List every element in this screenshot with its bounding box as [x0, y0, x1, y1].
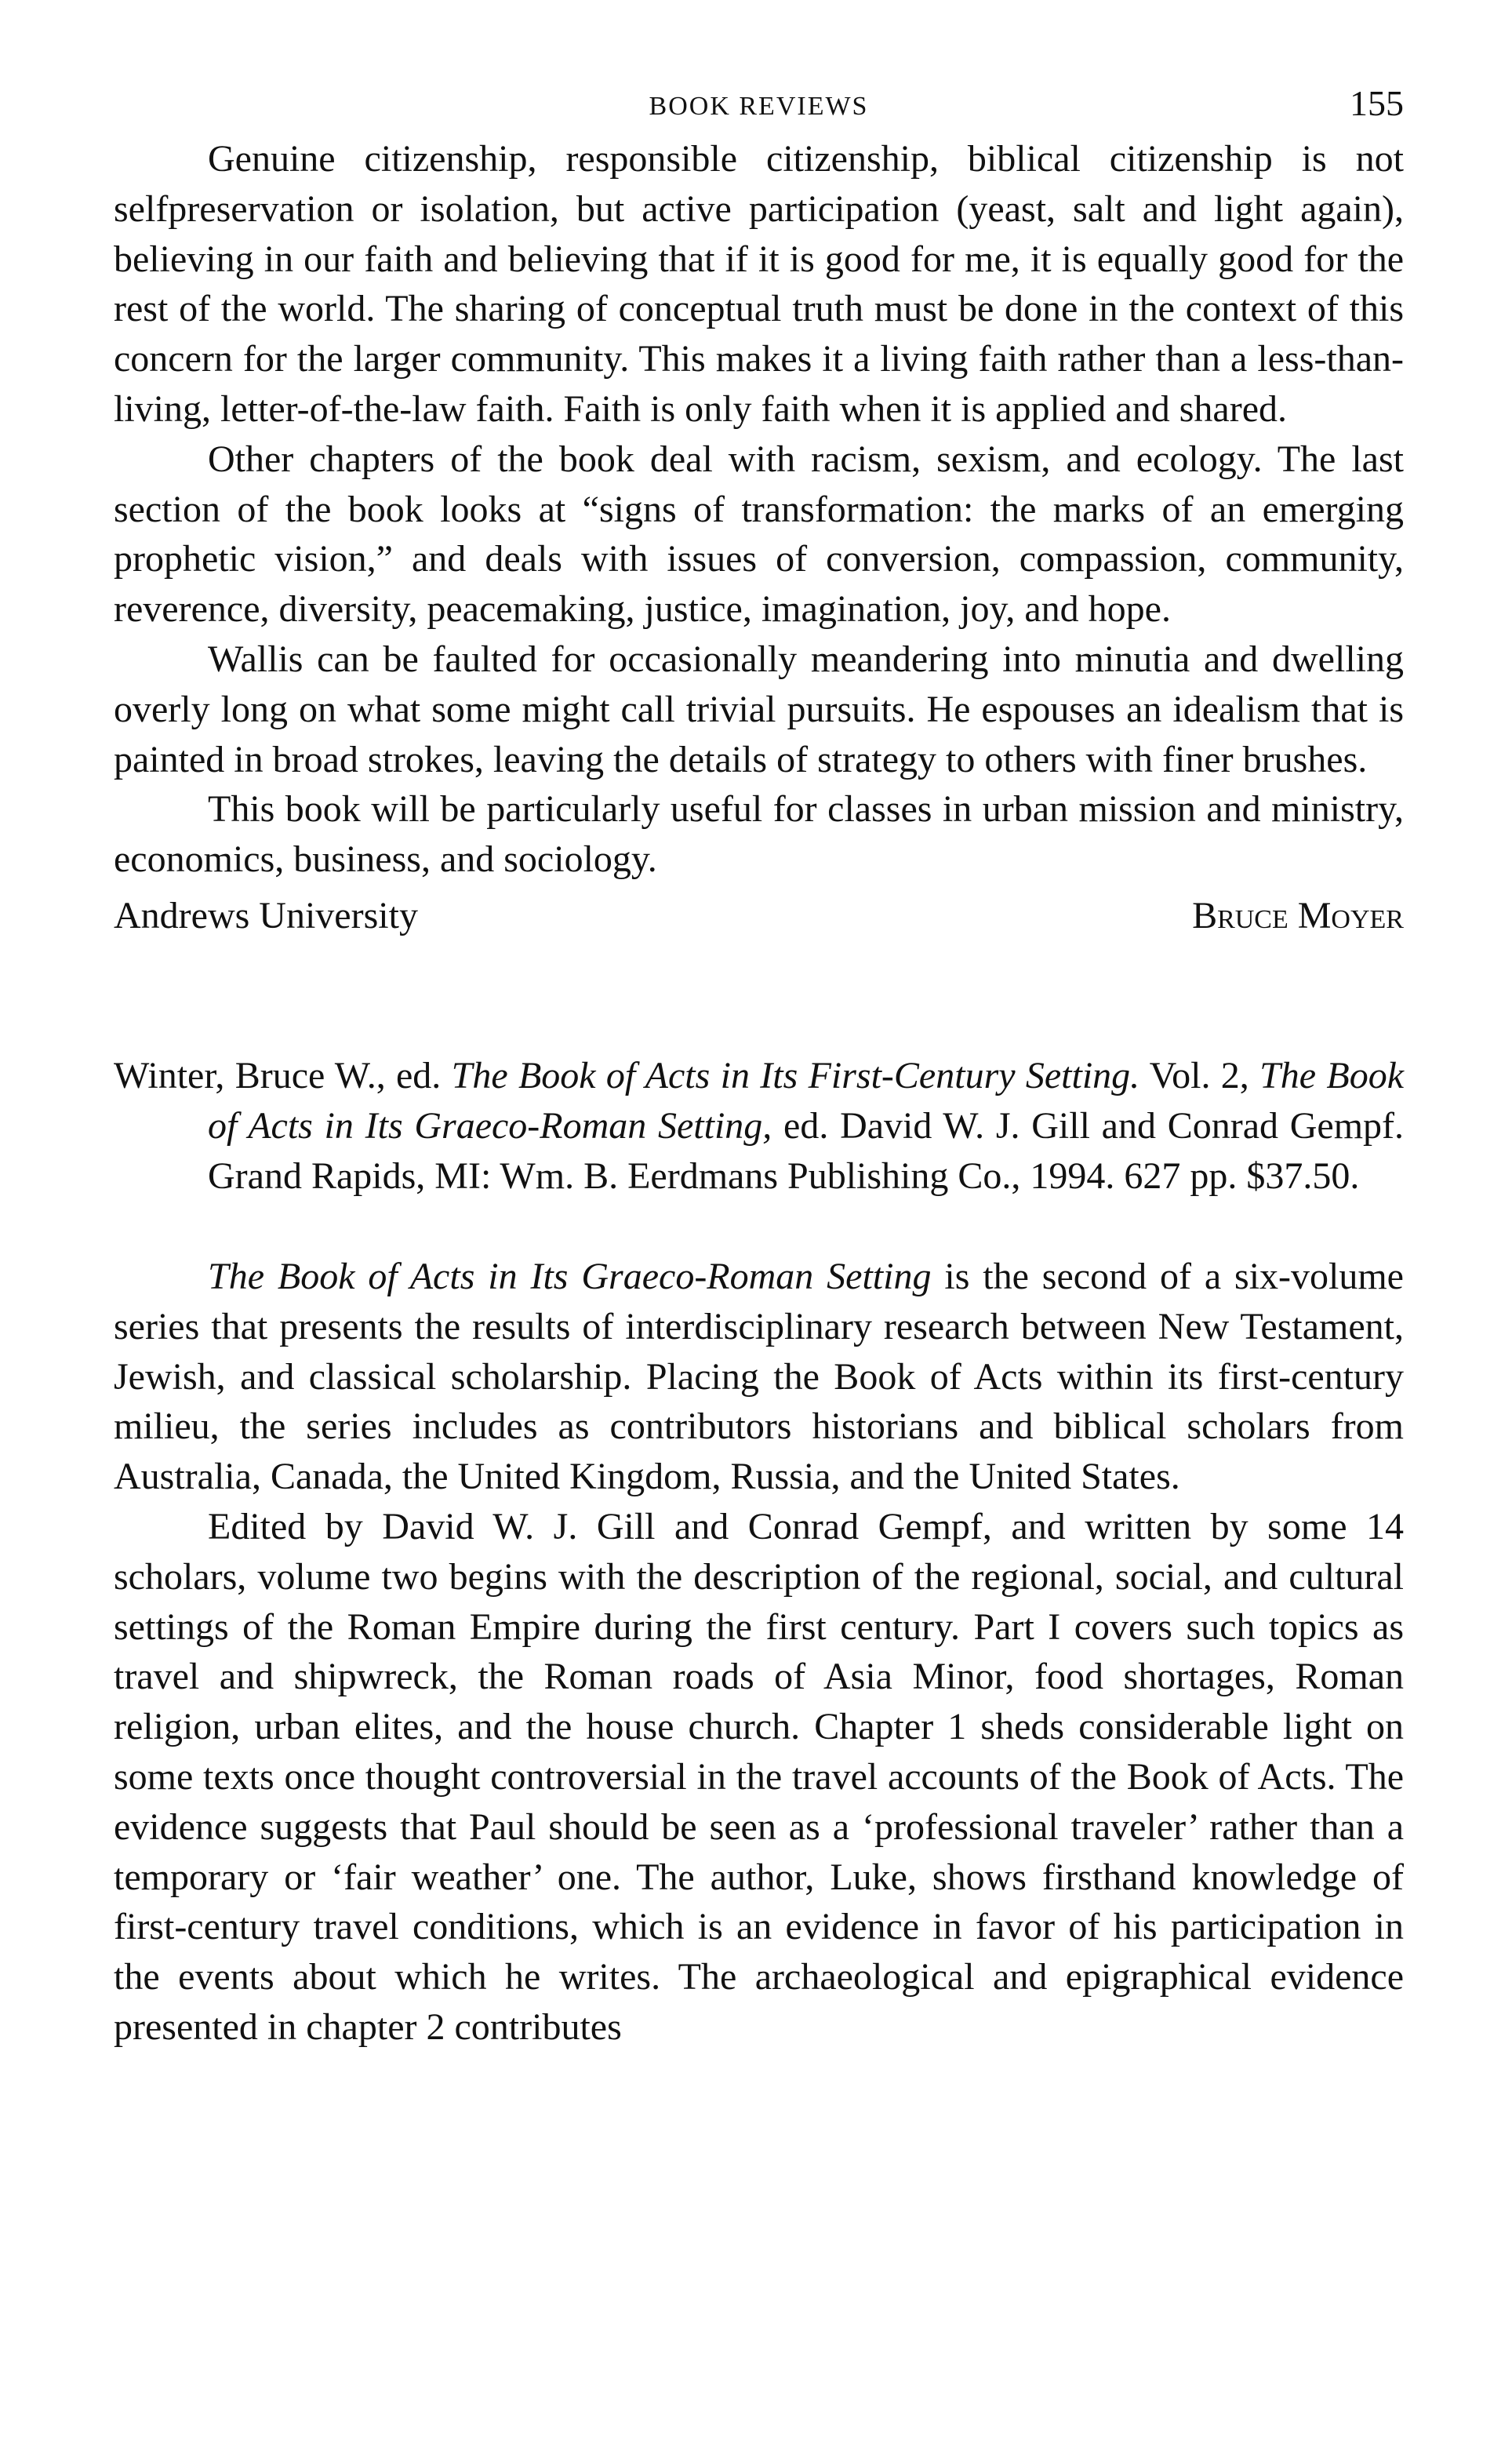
running-head: [114, 75, 1404, 134]
running-title: BOOK REVIEWS: [649, 92, 869, 121]
citation-volume: Vol. 2,: [1149, 1054, 1249, 1096]
review-winter: [114, 1252, 1404, 2053]
review-paragraph: Other chapters of the book deal with racism, sexism, and ecology. The last section of the book looks at “signs of transformation: the marks of an emerging prophetic vision,” and deals with issues of conversion, compassion, community, reverence, diversity, peacemaking, justice, imagination, joy, and hope.: [114, 438, 1404, 631]
book-citation: [114, 1051, 1404, 1202]
citation-publisher: Grand Rapids, MI: Wm. B. Eerdmans Publishing Co., 1994. 627 pp. $37.50.: [208, 1154, 1360, 1197]
review-paragraph: Wallis can be faulted for occasionally meandering into minutia and dwelling overly long on what some might call trivial pursuits. He espouses an idealism that is painted in broad strokes, leaving the details of strategy to others with finer brushes.: [114, 638, 1404, 780]
page-number: 155: [1350, 83, 1404, 123]
review-moyer: [114, 134, 1404, 941]
reviewer-name: Bruce Moyer: [1192, 894, 1404, 936]
review-paragraph: Edited by David W. J. Gill and Conrad Gempf, and written by some 14 scholars, volume two begins with the description of the regional, social, and cultural settings of the Roman Empire during the first century. Part I covers such topics as travel and shipwreck, the Roman roads of Asia Minor, food shortages, Roman religion, urban elites, and the house church. Chapter 1 sheds considerable light on some texts once thought controversial in the travel accounts of the Book of Acts. The evidence suggests that Paul should be seen as a ‘professional traveler’ rather than a temporary or ‘fair weather’ one. The author, Luke, shows firsthand knowledge of first-century travel conditions, which is an evidence in favor of his participation in the events about which he writes. The archaeological and epigraphical evidence presented in chapter 2 contributes: [114, 1505, 1404, 2048]
citation-author: Winter, Bruce W., ed.: [114, 1054, 442, 1096]
reviewer-institution: Andrews University: [114, 894, 418, 936]
review-paragraph-text: is the second of a six-volume series that presents the results of interdisciplinary research between New Testament, Jewish, and classical scholarship. Placing the Book of Acts within its first-century milieu, the series includes as contributors historians and biblical scholars from Australia, Canada, the United Kingdom, Russia, and the United States.: [114, 1255, 1404, 1498]
citation-volume-title: The Book of Acts in Its Graeco-Roman Setting,: [208, 1054, 1404, 1147]
citation-title: The Book of Acts in Its First-Century Setting.: [451, 1054, 1140, 1096]
document-page: [114, 75, 1404, 2053]
review-signoff: [114, 891, 1404, 941]
review-paragraph: Genuine citizenship, responsible citizenship, biblical citizenship is not selfpreservation or isolation, but active participation (yeast, salt and light again), believing in our faith and believing that if it is good for me, it is equally good for the rest of the world. The sharing of conceptual truth must be done in the context of this concern for the larger community. This makes it a living faith rather than a less-than-living, letter-of-the-law faith. Faith is only faith when it is applied and shared.: [114, 138, 1404, 430]
citation-editors: ed. David W. J. Gill and Conrad Gempf.: [783, 1104, 1405, 1147]
review-paragraph: [114, 1252, 1404, 1502]
review-book-title: The Book of Acts in Its Graeco-Roman Setting: [208, 1255, 932, 1297]
review-paragraph: This book will be particularly useful for classes in urban mission and ministry, economics, business, and sociology.: [114, 788, 1404, 881]
